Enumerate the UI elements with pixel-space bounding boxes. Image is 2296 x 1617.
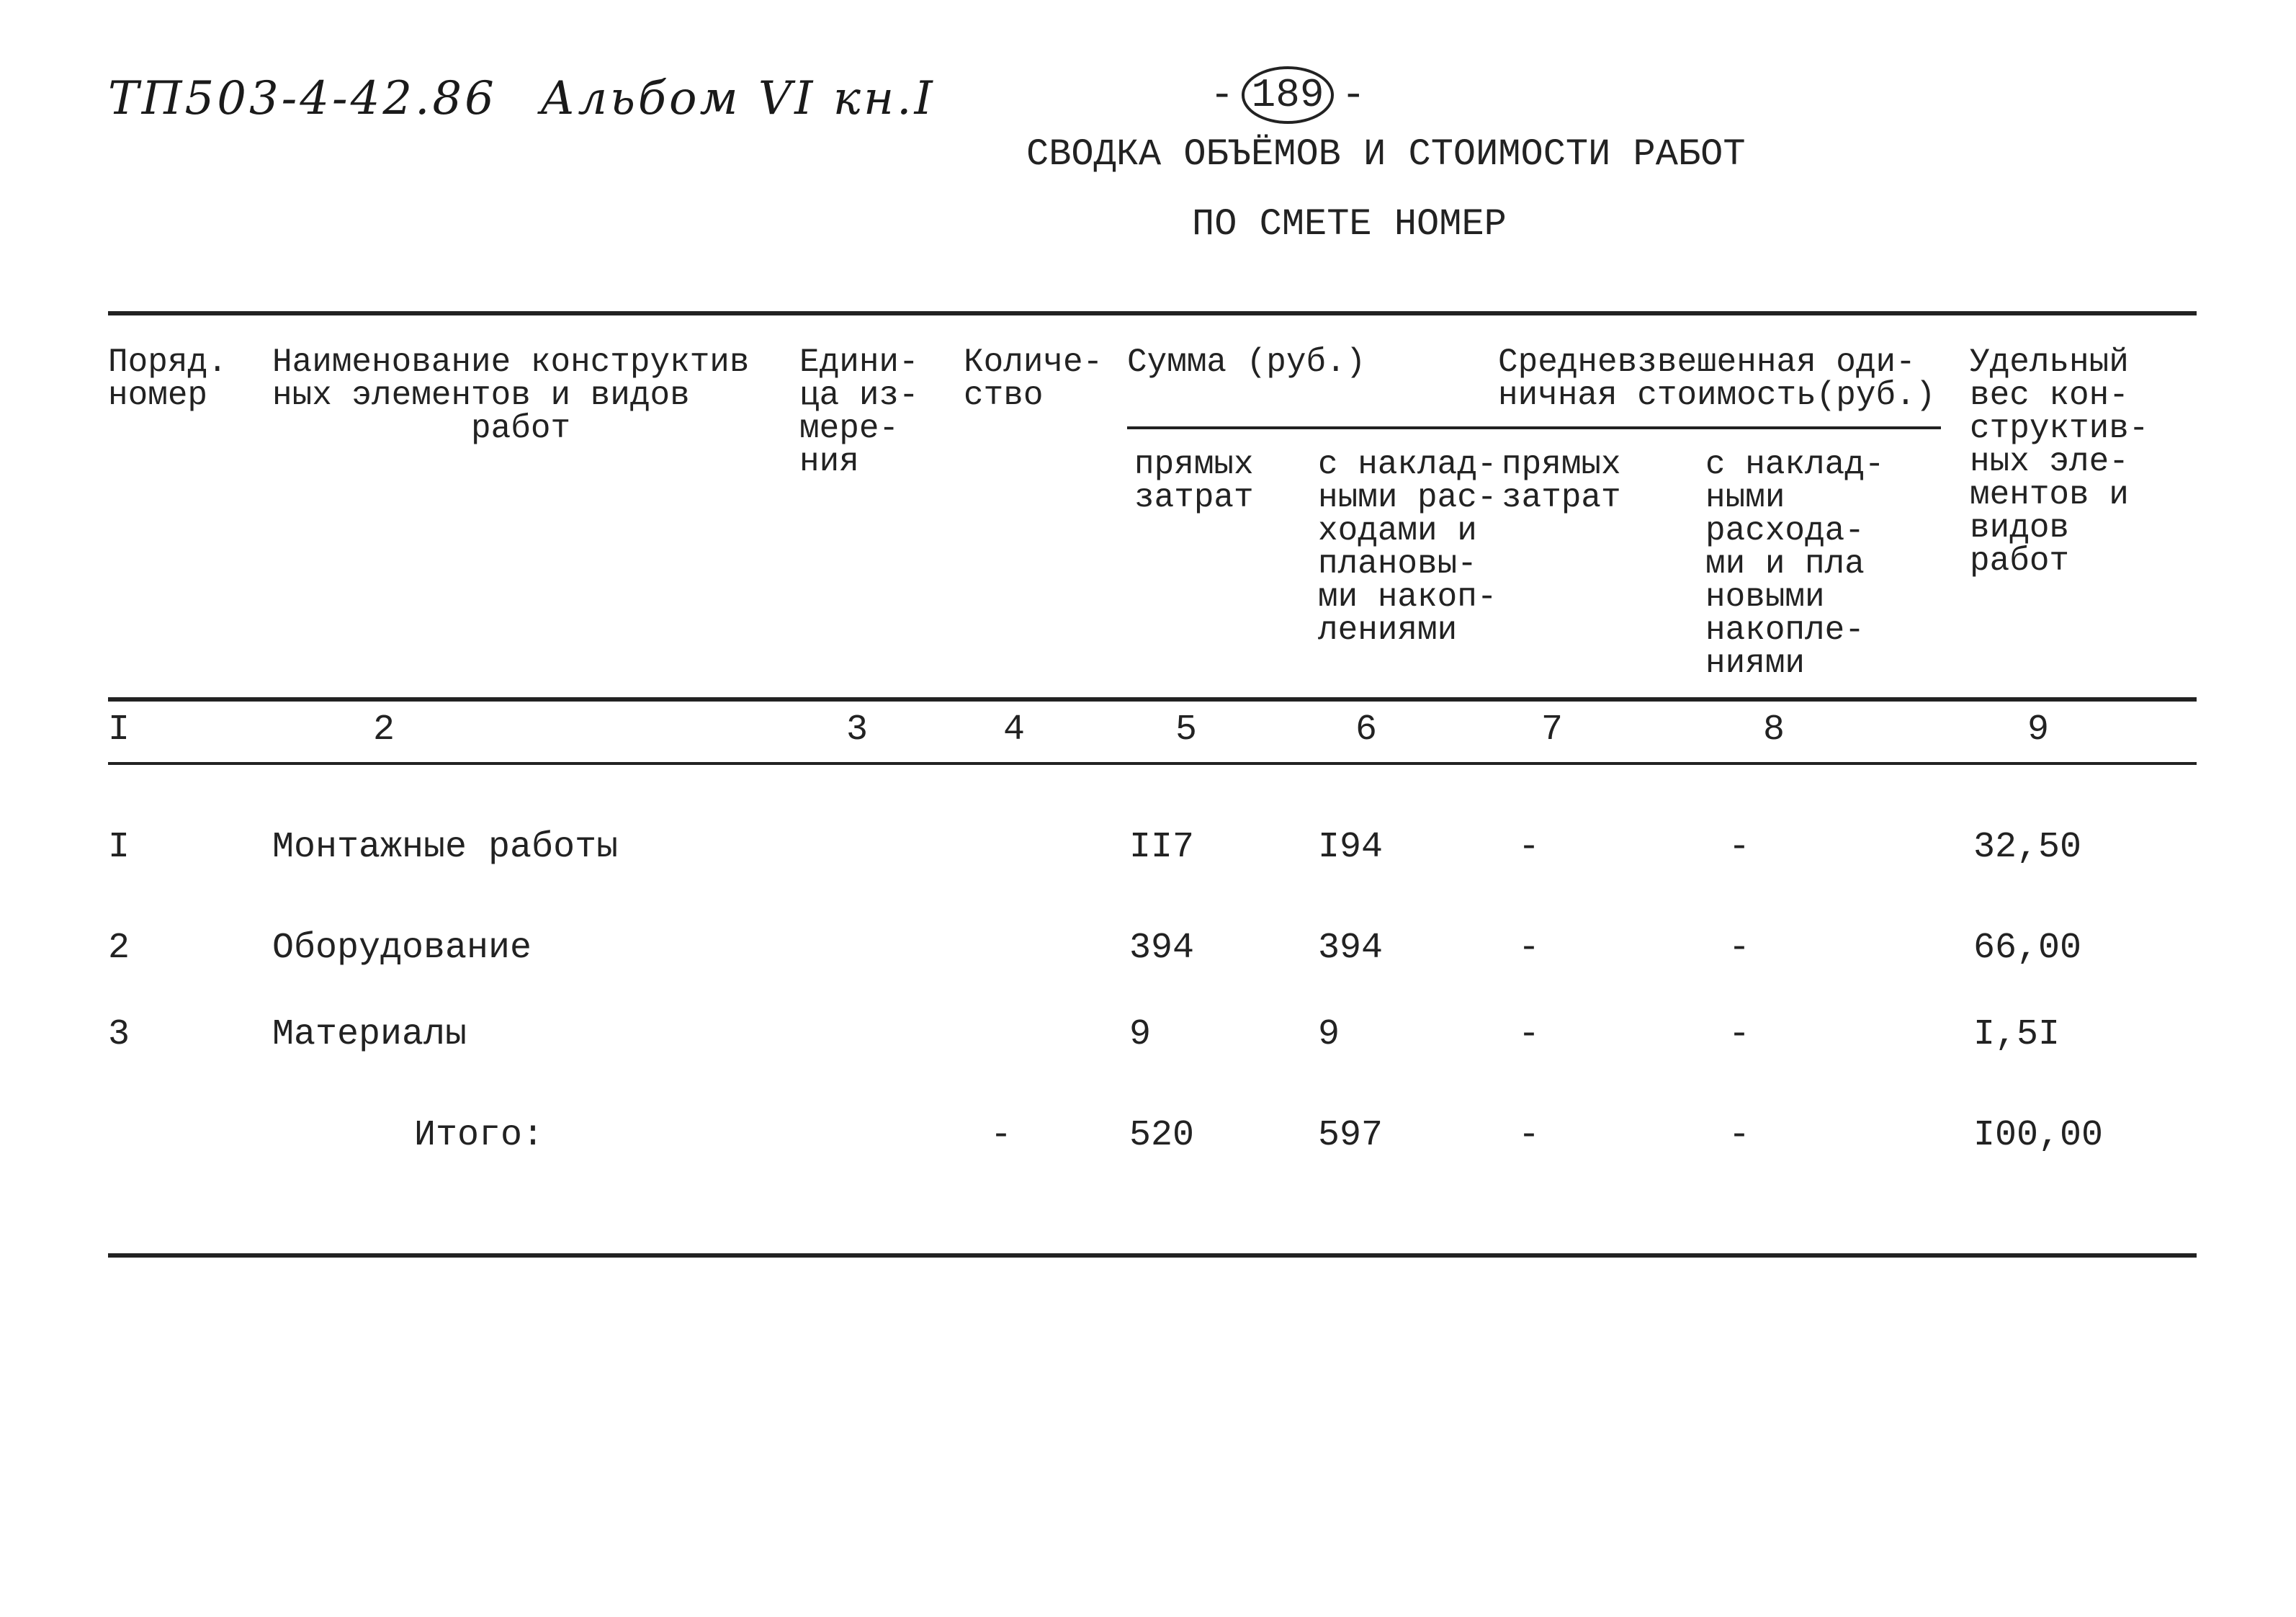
- header-bottom-rule: [108, 697, 2197, 702]
- column-number-4: 4: [1003, 709, 1026, 751]
- row-name: Материалы: [272, 1014, 467, 1055]
- total-avg-overhead: -: [1728, 1115, 1751, 1156]
- header-order-number: Поряд. номер: [108, 344, 228, 414]
- column-number-6: 6: [1355, 709, 1378, 751]
- header-sum-overhead: с наклад- ными рас- ходами и плановы- ми накоп- лениями: [1318, 446, 1497, 649]
- header-group-sum: Сумма (руб.): [1127, 344, 1366, 381]
- group-header-rule: [1127, 426, 1941, 429]
- handwritten-reference: [108, 72, 979, 125]
- row-sum-overhead: 394: [1318, 928, 1384, 969]
- row-name: Монтажные работы: [272, 827, 619, 868]
- total-sum-overhead: 597: [1318, 1115, 1384, 1156]
- header-group-average: Средневзвешенная оди- ничная стоимость(руб.): [1498, 344, 1936, 414]
- column-number-5: 5: [1175, 709, 1198, 751]
- column-numbers-rule: [108, 762, 2197, 765]
- page-number: - 189 -: [1210, 66, 1366, 124]
- table-top-rule: [108, 311, 2197, 315]
- row-number: 3: [108, 1014, 130, 1055]
- header-avg-overhead: с наклад- ными расхода- ми и пла новыми накопле- ниями: [1705, 446, 1885, 682]
- row-avg-direct: -: [1518, 827, 1541, 868]
- page-number-value: 189: [1242, 66, 1335, 124]
- column-number-3: 3: [846, 709, 869, 751]
- header-specific-weight: Удельный вес кон- структив- ных эле- ментов и видов работ: [1970, 344, 2149, 580]
- row-name: Оборудование: [272, 928, 532, 969]
- column-number-8: 8: [1763, 709, 1785, 751]
- row-specific-weight: I,5I: [1973, 1014, 2060, 1055]
- row-specific-weight: 32,50: [1973, 827, 2082, 868]
- total-avg-direct: -: [1518, 1115, 1541, 1156]
- column-number-9: 9: [2027, 709, 2050, 751]
- row-sum-direct: 394: [1129, 928, 1195, 969]
- row-number: I: [108, 827, 130, 868]
- row-avg-overhead: -: [1728, 928, 1751, 969]
- row-avg-direct: -: [1518, 1014, 1541, 1055]
- document-subtitle: ПО СМЕТЕ НОМЕР: [1192, 203, 1507, 246]
- document-title: СВОДКА ОБЪЁМОВ И СТОИМОСТИ РАБОТ: [1026, 133, 1746, 176]
- total-label: Итого:: [414, 1115, 544, 1156]
- row-sum-direct: 9: [1129, 1014, 1152, 1055]
- row-sum-overhead: 9: [1318, 1014, 1340, 1055]
- header-element-name: Наименование конструктив ных элементов и видов работ: [272, 344, 750, 447]
- row-sum-overhead: I94: [1318, 827, 1384, 868]
- column-number-1: I: [108, 709, 130, 751]
- total-quantity: -: [990, 1115, 1013, 1156]
- row-avg-overhead: -: [1728, 1014, 1751, 1055]
- row-number: 2: [108, 928, 130, 969]
- column-number-2: 2: [373, 709, 395, 751]
- row-specific-weight: 66,00: [1973, 928, 2082, 969]
- header-quantity: Количе- ство: [964, 344, 1103, 414]
- album-reference: Альбом VI кн.I: [539, 72, 936, 125]
- row-avg-overhead: -: [1728, 827, 1751, 868]
- row-sum-direct: II7: [1129, 827, 1195, 868]
- row-avg-direct: -: [1518, 928, 1541, 969]
- header-unit: Едини- ца из- мере- ния: [799, 344, 919, 480]
- total-sum-direct: 520: [1129, 1115, 1195, 1156]
- header-avg-direct: прямых затрат: [1502, 446, 1621, 516]
- header-sum-direct: прямых затрат: [1134, 446, 1254, 516]
- document-code: ТП503-4-42.86: [108, 72, 497, 125]
- total-specific-weight: I00,00: [1973, 1115, 2104, 1156]
- table-bottom-rule: [108, 1253, 2197, 1258]
- column-number-7: 7: [1541, 709, 1564, 751]
